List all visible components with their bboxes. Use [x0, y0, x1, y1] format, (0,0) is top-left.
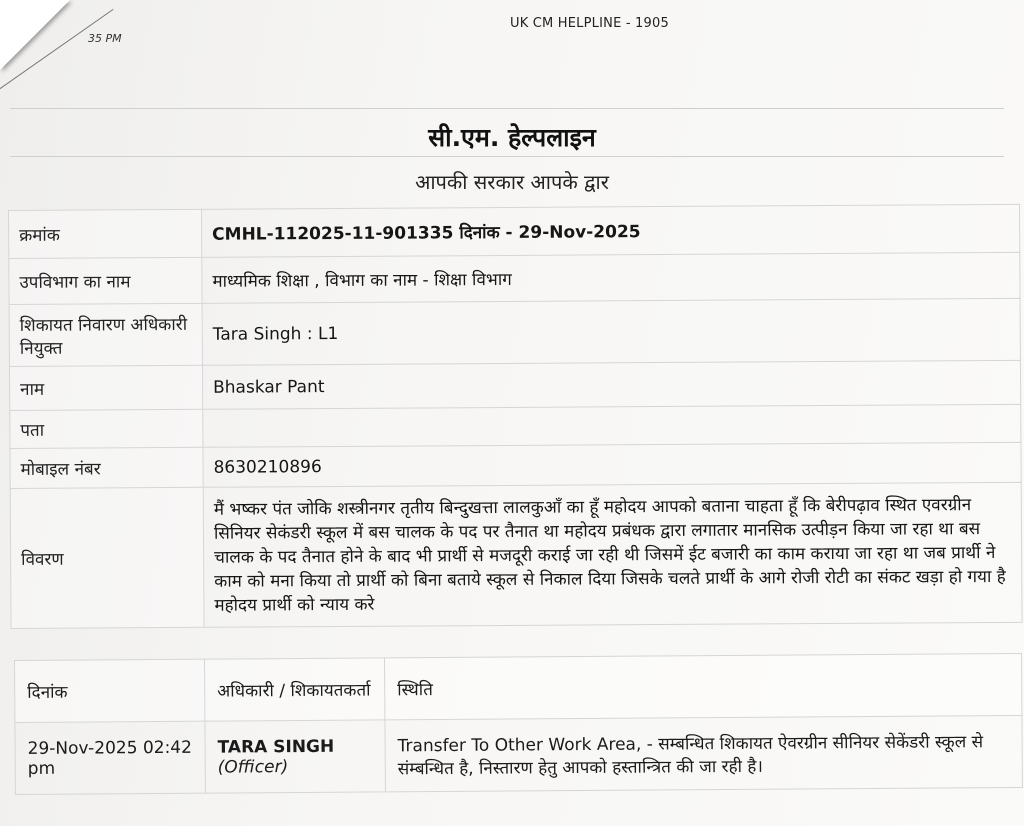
officer-role: (Officer): [217, 756, 289, 778]
complaint-number: CMHL-112025-11-901335 दिनांक - 29-Nov-2025: [201, 204, 1019, 257]
print-time: 35 PM: [88, 32, 122, 45]
table-row: [9, 298, 1020, 366]
field-label: पता: [10, 409, 203, 448]
field-label: मोबाइल नंबर: [10, 447, 203, 488]
table-row: [9, 360, 1020, 410]
table-header-row: [15, 653, 1022, 722]
table-row: [9, 204, 1020, 258]
status-history-table: [14, 653, 1023, 795]
complainant-name: Bhaskar Pant: [202, 360, 1020, 409]
complainant-address: [203, 404, 1021, 447]
table-row: [10, 442, 1021, 488]
column-header-date: दिनांक: [15, 659, 205, 722]
field-label: नाम: [9, 365, 202, 410]
page-tagline: आपकी सरकार आपके द्वार: [415, 170, 609, 194]
page-title: सी.एम. हेल्पलाइन: [428, 123, 596, 152]
column-header-officer: अधिकारी / शिकायतकर्ता: [204, 658, 384, 721]
table-row: [10, 482, 1022, 628]
field-label: शिकायत निवारण अधिकारी नियुक्त: [9, 303, 202, 366]
mobile-number: 8630210896: [203, 442, 1021, 487]
table-row: [10, 404, 1021, 448]
complaint-description: मैं भष्कर पंत जोकि शस्त्रीनगर तृतीय बिन्दुखत्ता लालकुआँ का हूँ महोदय आपको बताना चाहता हूँ कि बेरीपढ़ाव स्थित एवरग्रीन सिनियर सेकंडरी स्कूल में बस चालक के पद पर तैनात था महोदय प्रबंधक द्वारा लगातार मानसिक उत्पीड़न किया जा रहा था बस चालक के पद तैनात होने के बाद भी प्रार्थी से मजदूरी कराई जा रही थी जिसमें ईट बजारी का काम कराया जा रहा था जब प्रार्थी ने काम को मना किया तो प्रार्थी को बिना बताये स्कूल से निकाल दिया जिसके चलते प्रार्थी के आगे रोजी रोटी का संकट खड़ा हो गया है महोदय प्रार्थी को न्याय करे: [203, 482, 1022, 627]
column-header-status: स्थिति: [384, 653, 1021, 719]
subdepartment-name: माध्यमिक शिक्षा , विभाग का नाम - शिक्षा विभाग: [202, 252, 1020, 303]
helpline-header: UK CM HELPLINE - 1905: [510, 16, 669, 31]
status-text: Transfer To Other Work Area, - सम्बन्धित शिकायत ऐवरग्रीन सीनियर सेकेंडरी स्कूल से संम्बन्धित है, निस्तारण हेतु आपको हस्तान्त्रित की जा रही है।: [385, 715, 1022, 791]
status-date: 29-Nov-2025 02:42 pm: [15, 721, 205, 794]
divider: [10, 108, 1004, 109]
table-row: [15, 715, 1022, 794]
field-label: विवरण: [10, 487, 204, 628]
folded-corner: [0, 0, 70, 70]
assigned-officer: Tara Singh : L1: [202, 298, 1020, 365]
officer-name: TARA SINGH: [217, 736, 335, 758]
field-label: उपविभाग का नाम: [9, 257, 202, 304]
complaint-details-table: [8, 204, 1023, 629]
table-row: [9, 252, 1020, 304]
field-label: क्रमांक: [9, 209, 202, 258]
divider: [10, 156, 1004, 157]
status-officer: [205, 720, 385, 793]
